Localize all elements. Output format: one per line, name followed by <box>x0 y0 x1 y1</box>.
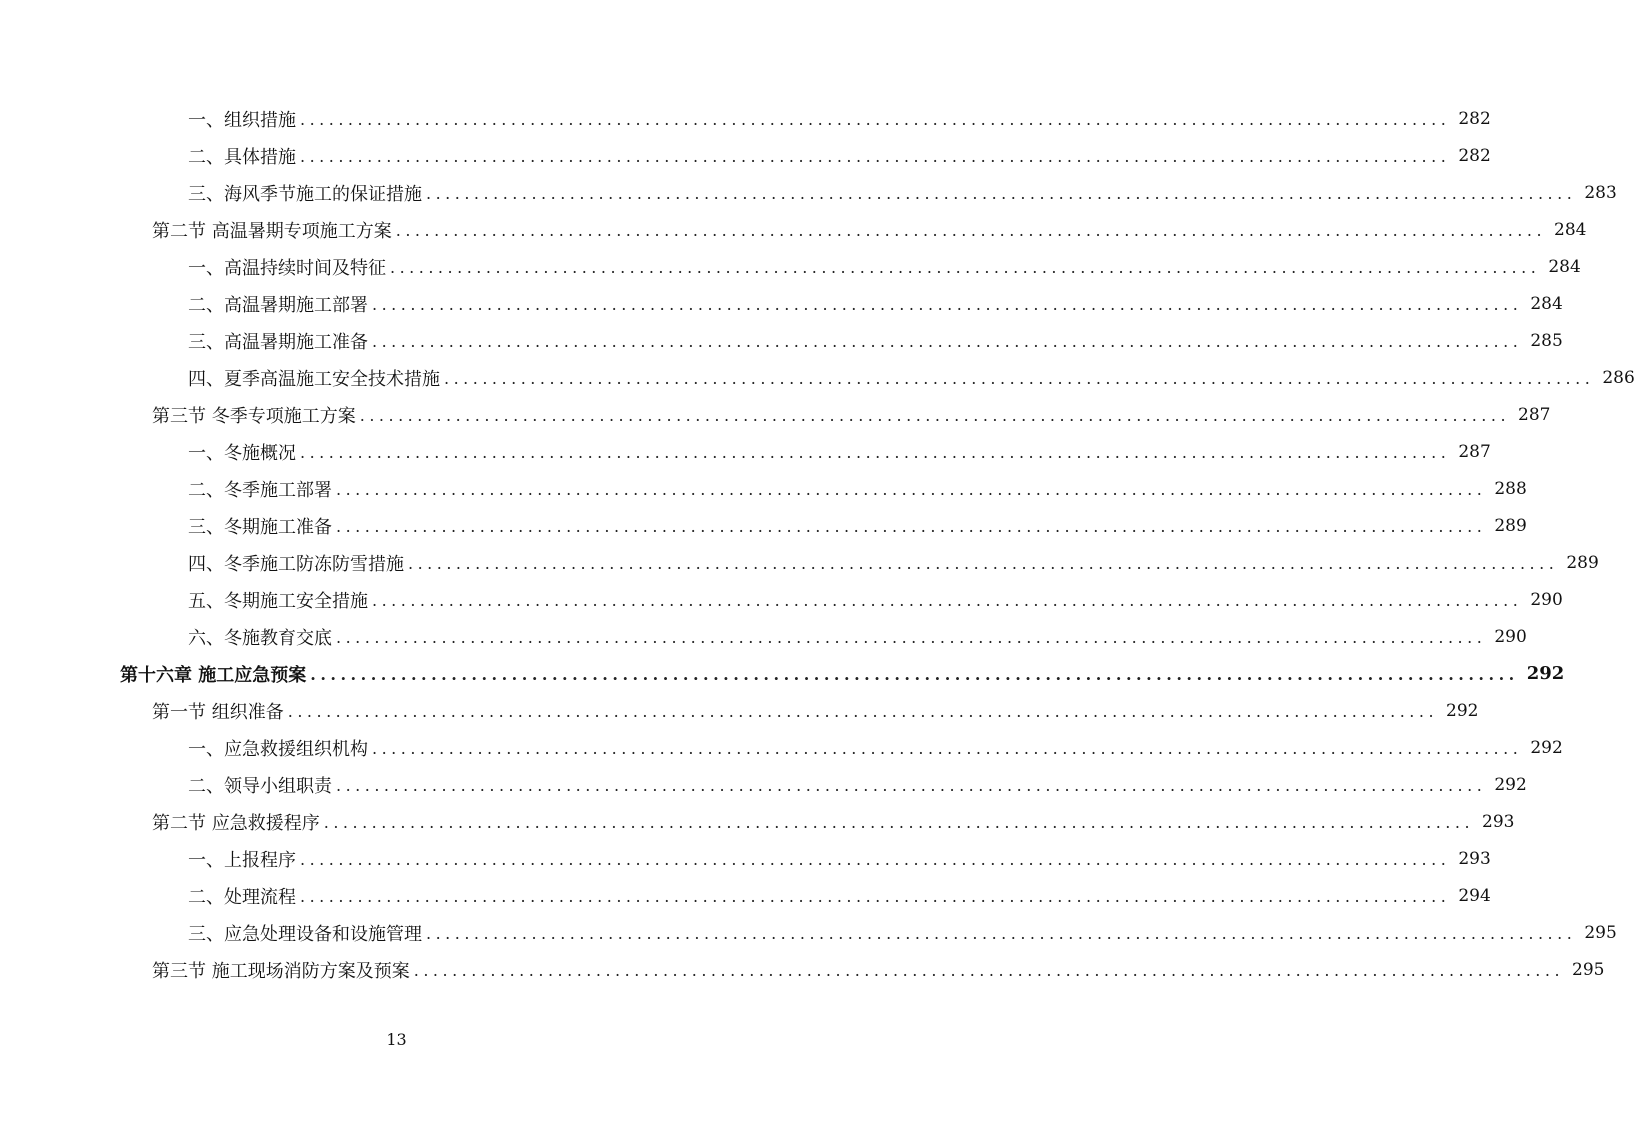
dot-leader: ........................................................................................................................ <box>336 480 1487 499</box>
toc-entry-page: 294 <box>1458 885 1491 906</box>
dot-leader: ........................................................................................................................ <box>300 443 1451 462</box>
page-number: 13 <box>386 1030 407 1049</box>
toc-entry-title: 二、冬季施工部署 <box>188 479 332 501</box>
toc-entry-page: 285 <box>1530 330 1563 351</box>
toc-entry-title: 第三节 冬季专项施工方案 <box>152 405 356 427</box>
toc-entry[interactable] <box>188 470 1527 507</box>
toc-entry-title: 二、高温暑期施工部署 <box>188 294 368 316</box>
toc-entry-title: 一、高温持续时间及特征 <box>188 257 386 279</box>
toc-entry-title: 二、具体措施 <box>188 146 296 168</box>
dot-leader: ........................................................................................................................ <box>413 961 1565 980</box>
toc-row <box>0 322 1563 359</box>
toc-entry-page: 284 <box>1548 256 1581 277</box>
toc-row <box>0 507 1527 544</box>
toc-row <box>0 581 1563 618</box>
toc-entry-page: 287 <box>1518 404 1551 425</box>
toc-entry-page: 295 <box>1584 922 1617 943</box>
toc-entry-title: 五、冬期施工安全措施 <box>188 590 368 612</box>
toc-row <box>0 285 1563 322</box>
dot-leader: ........................................................................................................................ <box>426 184 1577 203</box>
toc-entry[interactable] <box>188 840 1491 877</box>
toc-entry[interactable] <box>188 248 1581 285</box>
dot-leader: ........................................................................................................................ <box>287 702 1439 721</box>
toc-row <box>0 174 1617 211</box>
toc-entry-page: 292 <box>1494 774 1527 795</box>
toc-row <box>0 359 1635 396</box>
dot-leader: ........................................................................................................................ <box>300 887 1451 906</box>
toc-entry[interactable] <box>188 137 1491 174</box>
toc-row <box>0 396 1551 433</box>
toc-entry-page: 293 <box>1482 811 1515 832</box>
toc-entry-page: 289 <box>1494 515 1527 536</box>
toc-entry-page: 295 <box>1572 959 1605 980</box>
toc-entry-title: 三、应急处理设备和设施管理 <box>188 923 422 945</box>
toc-entry-page: 293 <box>1458 848 1491 869</box>
toc-entry-page: 290 <box>1494 626 1527 647</box>
dot-leader: ........................................................................................................................ <box>395 221 1547 240</box>
toc-entry-title: 一、上报程序 <box>188 849 296 871</box>
toc-row <box>0 100 1491 137</box>
dot-leader: ........................................................................................................................ <box>372 591 1523 610</box>
toc-row <box>0 692 1479 729</box>
toc-row <box>0 211 1587 248</box>
toc-entry-page: 292 <box>1530 737 1563 758</box>
dot-leader: ........................................................................................................................ <box>408 554 1559 573</box>
toc-entry[interactable] <box>188 766 1527 803</box>
toc-row <box>0 433 1491 470</box>
toc-row <box>0 470 1527 507</box>
toc-entry[interactable] <box>152 692 1479 729</box>
toc-entry-title: 第一节 组织准备 <box>152 701 284 723</box>
toc-row <box>0 951 1605 988</box>
toc-entry[interactable] <box>152 396 1551 433</box>
toc-row <box>0 655 1565 692</box>
dot-leader: ........................................................................................................................ <box>372 332 1523 351</box>
toc-entry[interactable] <box>152 951 1605 988</box>
toc-entry-title: 二、处理流程 <box>188 886 296 908</box>
toc-entry[interactable] <box>152 211 1587 248</box>
toc-entry-page: 284 <box>1554 219 1587 240</box>
toc-entry-title: 二、领导小组职责 <box>188 775 332 797</box>
toc-row <box>0 248 1581 285</box>
toc-row <box>0 137 1491 174</box>
toc-entry-title: 三、冬期施工准备 <box>188 516 332 538</box>
toc-entry[interactable] <box>152 803 1515 840</box>
toc-entry[interactable] <box>188 618 1527 655</box>
toc-entry-page: 282 <box>1458 145 1491 166</box>
toc-row <box>0 729 1563 766</box>
toc-row <box>0 840 1491 877</box>
toc-entry-page: 282 <box>1458 108 1491 129</box>
toc-row <box>0 544 1599 581</box>
toc-entry-page: 283 <box>1584 182 1617 203</box>
toc-entry-title: 第三节 施工现场消防方案及预案 <box>152 960 410 982</box>
dot-leader: ........................................................................................................................ <box>372 739 1523 758</box>
dot-leader: ........................................................................................................................ <box>310 665 1519 684</box>
toc-entry-title: 一、应急救援组织机构 <box>188 738 368 760</box>
toc-entry[interactable] <box>188 174 1617 211</box>
toc-entry[interactable] <box>188 877 1491 914</box>
dot-leader: ........................................................................................................................ <box>426 924 1577 943</box>
toc-row <box>0 803 1515 840</box>
toc-row <box>0 618 1527 655</box>
toc-entry-title: 第二节 高温暑期专项施工方案 <box>152 220 392 242</box>
dot-leader: ........................................................................................................................ <box>300 147 1451 166</box>
toc-entry-title: 三、海风季节施工的保证措施 <box>188 183 422 205</box>
toc-entry[interactable] <box>188 359 1635 396</box>
toc-row <box>0 766 1527 803</box>
toc-entry-title: 四、冬季施工防冻防雪措施 <box>188 553 404 575</box>
toc-entry[interactable] <box>188 544 1599 581</box>
toc-entry-chapter[interactable] <box>120 655 1565 692</box>
toc-entry[interactable] <box>188 285 1563 322</box>
toc-entry[interactable] <box>188 433 1491 470</box>
toc-entry[interactable] <box>188 581 1563 618</box>
toc-entry-page: 292 <box>1526 663 1565 684</box>
toc-entry-page: 286 <box>1602 367 1635 388</box>
toc-entry-title: 四、夏季高温施工安全技术措施 <box>188 368 440 390</box>
toc-row <box>0 914 1617 951</box>
toc-entry-title: 第十六章 施工应急预案 <box>120 664 307 686</box>
toc-entry-title: 三、高温暑期施工准备 <box>188 331 368 353</box>
toc-entry[interactable] <box>188 729 1563 766</box>
toc-entry-page: 289 <box>1566 552 1599 573</box>
toc-entry[interactable] <box>188 100 1491 137</box>
dot-leader: ........................................................................................................................ <box>336 776 1487 795</box>
toc-entry[interactable] <box>188 507 1527 544</box>
toc-entry-title: 一、冬施概况 <box>188 442 296 464</box>
toc-entry[interactable] <box>188 914 1617 951</box>
dot-leader: ........................................................................................................................ <box>359 406 1511 425</box>
toc-entry-page: 290 <box>1530 589 1563 610</box>
toc-entry-title: 六、冬施教育交底 <box>188 627 332 649</box>
dot-leader: ........................................................................................................................ <box>300 110 1451 129</box>
toc-row <box>0 877 1491 914</box>
dot-leader: ........................................................................................................................ <box>336 517 1487 536</box>
toc-entry-page: 292 <box>1446 700 1479 721</box>
toc-entry-page: 288 <box>1494 478 1527 499</box>
dot-leader: ........................................................................................................................ <box>390 258 1541 277</box>
toc-entry-page: 284 <box>1530 293 1563 314</box>
toc-entry-title: 第二节 应急救援程序 <box>152 812 320 834</box>
dot-leader: ........................................................................................................................ <box>323 813 1475 832</box>
dot-leader: ........................................................................................................................ <box>336 628 1487 647</box>
toc-entry-page: 287 <box>1458 441 1491 462</box>
toc-entry[interactable] <box>188 322 1563 359</box>
dot-leader: ........................................................................................................................ <box>300 850 1451 869</box>
dot-leader: ........................................................................................................................ <box>372 295 1523 314</box>
toc-entry-title: 一、组织措施 <box>188 109 296 131</box>
dot-leader: ........................................................................................................................ <box>444 369 1595 388</box>
